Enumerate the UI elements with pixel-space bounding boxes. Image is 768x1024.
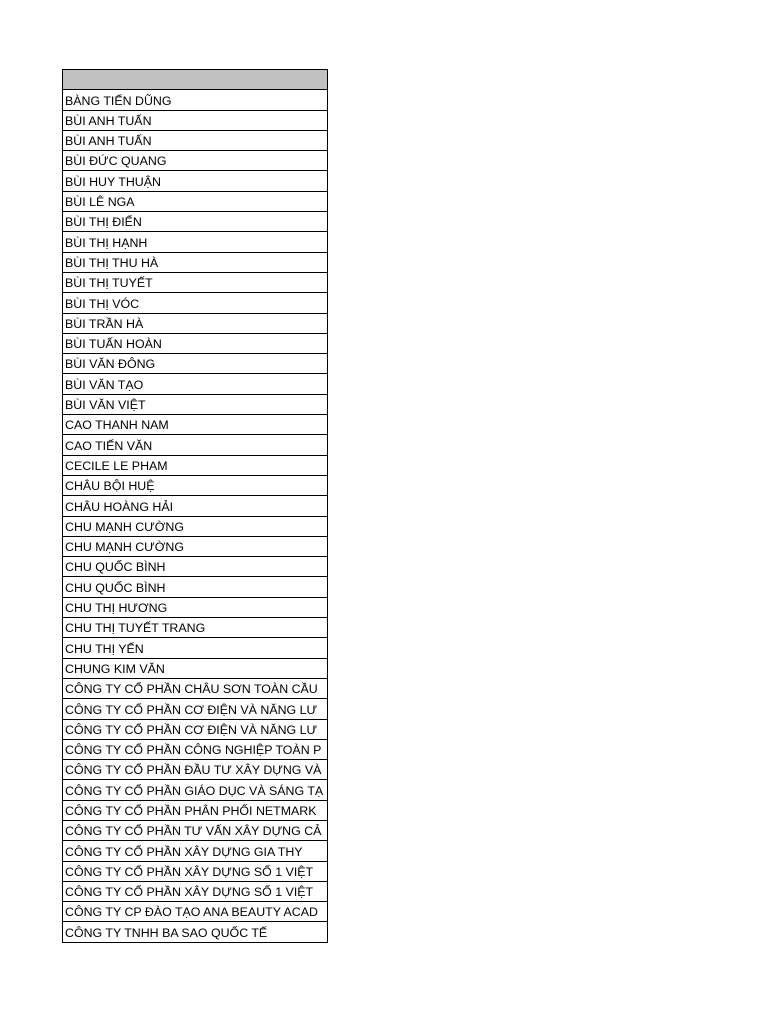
table-row — [63, 293, 328, 313]
table-row — [63, 394, 328, 414]
name-cell[interactable]: CÔNG TY CỔ PHẦN XÂY DỰNG SỐ 1 VIỆT — [63, 881, 328, 901]
table-row — [63, 435, 328, 455]
table-row — [63, 191, 328, 211]
name-cell[interactable]: BÙI ANH TUẤN — [63, 110, 328, 130]
name-cell[interactable]: BÙI ĐỨC QUANG — [63, 151, 328, 171]
name-table — [62, 69, 328, 943]
name-cell[interactable]: CÔNG TY CỔ PHẦN XÂY DỰNG SỐ 1 VIỆT — [63, 861, 328, 881]
table-row — [63, 618, 328, 638]
name-cell[interactable]: BÙI VĂN TẠO — [63, 374, 328, 394]
table-row — [63, 760, 328, 780]
table-row — [63, 313, 328, 333]
table-row — [63, 496, 328, 516]
name-cell[interactable]: CHU QUỐC BÌNH — [63, 577, 328, 597]
name-cell[interactable]: CÔNG TY CỔ PHẦN CƠ ĐIỆN VÀ NĂNG LƯ — [63, 719, 328, 739]
name-cell[interactable]: BÙI THỊ VÓC — [63, 293, 328, 313]
table-row — [63, 841, 328, 861]
table-row — [63, 151, 328, 171]
name-cell[interactable]: BÙI VĂN ĐÔNG — [63, 354, 328, 374]
table-row — [63, 780, 328, 800]
table-row — [63, 374, 328, 394]
name-cell[interactable]: CECILE LE PHAM — [63, 455, 328, 475]
table-row — [63, 130, 328, 150]
table-row — [63, 658, 328, 678]
name-cell[interactable]: BÙI ANH TUẤN — [63, 130, 328, 150]
table-row — [63, 333, 328, 353]
table-row — [63, 557, 328, 577]
table-row — [63, 455, 328, 475]
name-cell[interactable]: BÙI LÊ NGA — [63, 191, 328, 211]
name-cell[interactable]: CHU THỊ TUYẾT TRANG — [63, 618, 328, 638]
table-row — [63, 881, 328, 901]
table-row — [63, 597, 328, 617]
name-cell[interactable]: CÔNG TY CỔ PHẦN CÔNG NGHIỆP TOÀN P — [63, 739, 328, 759]
table-row — [63, 415, 328, 435]
name-cell[interactable]: CÔNG TY CỔ PHẦN CHÂU SƠN TOÀN CẦU — [63, 678, 328, 698]
table-row — [63, 536, 328, 556]
name-cell[interactable]: CHU MẠNH CƯỜNG — [63, 536, 328, 556]
name-cell[interactable]: BÙI VĂN VIỆT — [63, 394, 328, 414]
table-row — [63, 902, 328, 922]
table-row — [63, 110, 328, 130]
table-row — [63, 354, 328, 374]
table-row — [63, 861, 328, 881]
table-row — [63, 922, 328, 942]
table-row — [63, 699, 328, 719]
table-row — [63, 475, 328, 495]
name-cell[interactable]: BÙI THỊ TUYẾT — [63, 272, 328, 292]
name-cell[interactable]: BÙI THỊ HẠNH — [63, 232, 328, 252]
table-row — [63, 739, 328, 759]
table-row — [63, 232, 328, 252]
table-row — [63, 90, 328, 110]
name-cell[interactable]: CÔNG TY CỔ PHẦN TƯ VẤN XÂY DỰNG CẢ — [63, 820, 328, 840]
table-row — [63, 212, 328, 232]
name-cell[interactable]: CÔNG TY CỔ PHẦN ĐẦU TƯ XÂY DỰNG VÀ — [63, 760, 328, 780]
name-cell[interactable]: CAO TIẾN VĂN — [63, 435, 328, 455]
name-cell[interactable]: CÔNG TY CỔ PHẦN XÂY DỰNG GIA THY — [63, 841, 328, 861]
name-cell[interactable]: CÔNG TY CỔ PHẦN PHÂN PHỐI NETMARK — [63, 800, 328, 820]
name-cell[interactable]: CÔNG TY CP ĐÀO TẠO ANA BEAUTY ACAD — [63, 902, 328, 922]
name-cell[interactable]: CÔNG TY CỔ PHẦN CƠ ĐIỆN VÀ NĂNG LƯ — [63, 699, 328, 719]
name-cell[interactable]: CHU THỊ HƯƠNG — [63, 597, 328, 617]
name-cell[interactable]: CHU MẠNH CƯỜNG — [63, 516, 328, 536]
table-row — [63, 171, 328, 191]
table-row — [63, 719, 328, 739]
name-cell[interactable]: BÙI HUY THUẬN — [63, 171, 328, 191]
table-row — [63, 577, 328, 597]
header-cell[interactable] — [63, 70, 328, 90]
table-row — [63, 252, 328, 272]
table-row — [63, 516, 328, 536]
table-row — [63, 800, 328, 820]
name-cell[interactable]: CHÂU HOÀNG HẢI — [63, 496, 328, 516]
table-row — [63, 638, 328, 658]
header-row — [63, 70, 328, 90]
name-cell[interactable]: BÙI TRẦN HÀ — [63, 313, 328, 333]
table-body — [63, 90, 328, 942]
name-cell[interactable]: CHU THỊ YẾN — [63, 638, 328, 658]
name-cell[interactable]: CHU QUỐC BÌNH — [63, 557, 328, 577]
name-cell[interactable]: CHÂU BỘI HUỆ — [63, 475, 328, 495]
table-row — [63, 678, 328, 698]
name-cell[interactable]: CAO THANH NAM — [63, 415, 328, 435]
name-cell[interactable]: BÀNG TIẾN DŨNG — [63, 90, 328, 110]
name-cell[interactable]: BÙI THỊ ĐIỂN — [63, 212, 328, 232]
table-row — [63, 272, 328, 292]
name-cell[interactable]: BÙI TUẤN HOÀN — [63, 333, 328, 353]
table-row — [63, 820, 328, 840]
name-cell[interactable]: CHUNG KIM VĂN — [63, 658, 328, 678]
name-cell[interactable]: CÔNG TY TNHH BA SAO QUỐC TẾ — [63, 922, 328, 942]
name-cell[interactable]: CÔNG TY CỔ PHẦN GIÁO DỤC VÀ SÁNG TẠ — [63, 780, 328, 800]
name-cell[interactable]: BÙI THỊ THU HÀ — [63, 252, 328, 272]
